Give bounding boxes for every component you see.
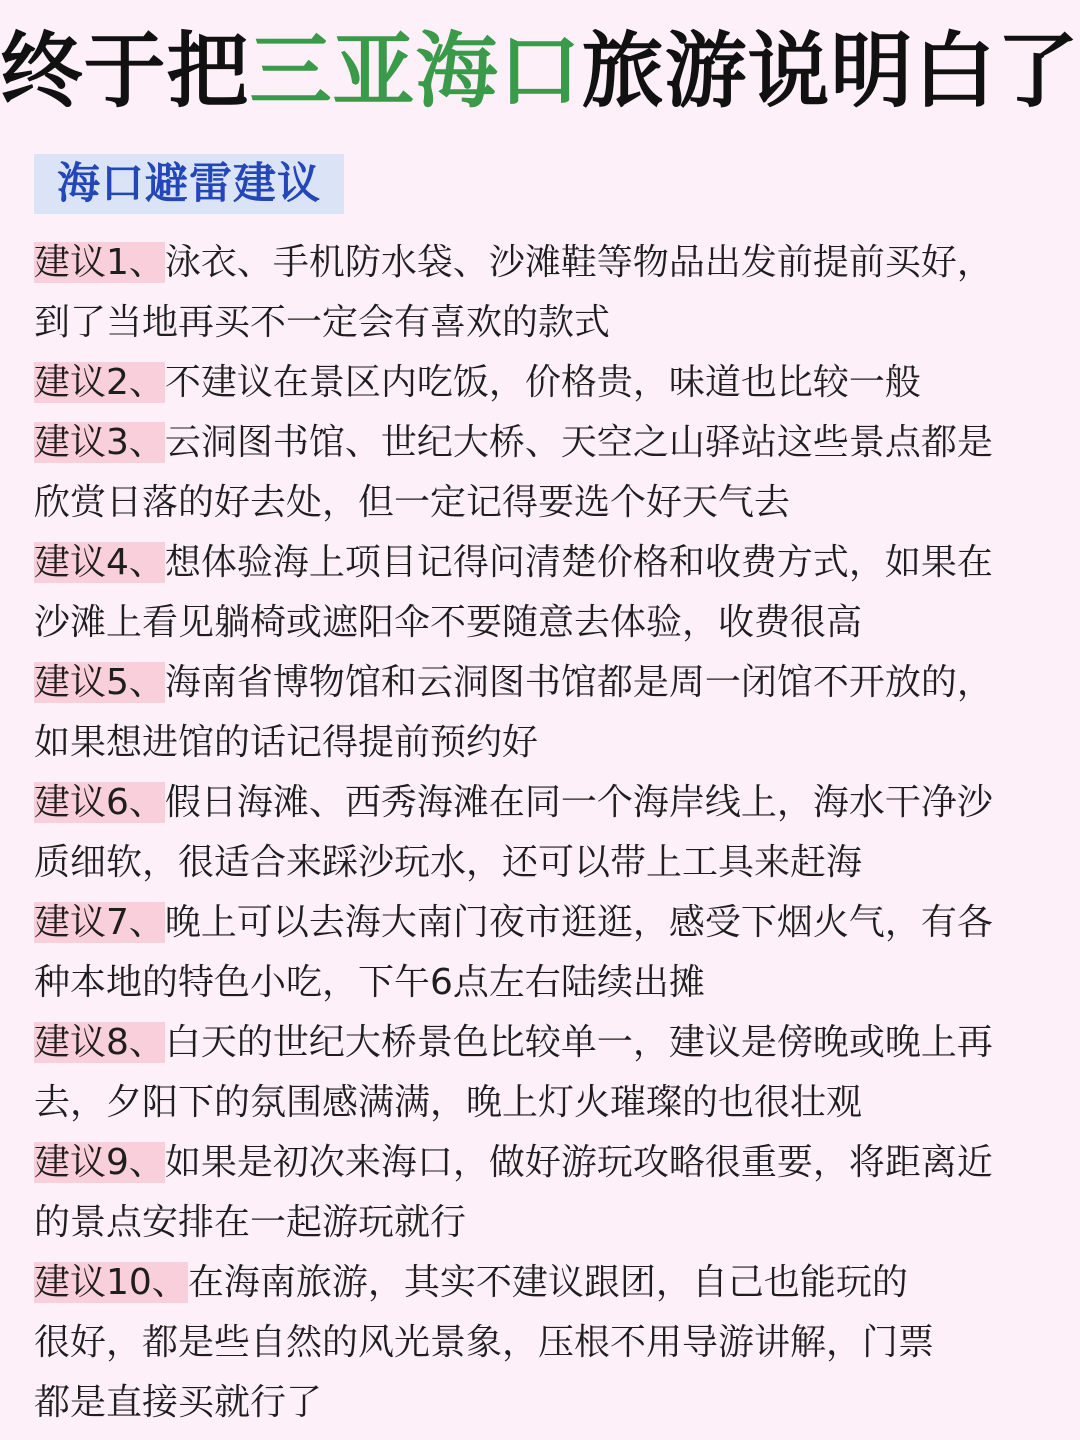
title-suffix: 旅游说明白了 [581,24,1080,119]
tip-text: 想体验海上项目记得问清楚价格和收费方式，如果在 沙滩上看见躺椅或遮阳伞不要随意去体验，收费很高 [34,542,993,643]
tip-text: 海南省博物馆和云洞图书馆都是周一闭馆不开放的， 如果想进馆的话记得提前预约好 [34,662,993,763]
tip-label: 建议7、 [34,902,165,943]
tips-list [34,233,1044,1433]
tip-label: 建议1、 [34,242,165,283]
tip-label: 建议4、 [34,542,165,583]
tip-text: 在海南旅游，其实不建议跟团，自己也能玩的 很好，都是些自然的风光景象，压根不用导游讲解，门票 都是直接买就行了 [34,1262,935,1423]
tip-text: 泳衣、手机防水袋、沙滩鞋等物品出发前提前买好， 到了当地再买不一定会有喜欢的款式 [34,242,993,343]
tip-item-7 [34,893,1044,1013]
tip-label: 建议5、 [34,662,165,703]
title-highlight: 三亚海口 [249,24,582,119]
tip-item-6 [34,773,1044,893]
tip-label: 建议9、 [34,1142,165,1183]
tip-item-3 [34,413,1044,533]
tip-label: 建议2、 [34,362,165,403]
tip-text: 如果是初次来海口，做好游玩攻略很重要，将距离近 的景点安排在一起游玩就行 [34,1142,993,1243]
page-title [0,22,1080,122]
section-heading: 海口避雷建议 [34,154,344,214]
tip-item-5 [34,653,1044,773]
title-prefix: 终于把 [0,24,250,119]
tip-text: 晚上可以去海大南门夜市逛逛，感受下烟火气，有各 种本地的特色小吃，下午6点左右陆续出摊 [34,902,993,1003]
tip-label: 建议6、 [34,782,165,823]
tip-text: 白天的世纪大桥景色比较单一，建议是傍晚或晚上再 去，夕阳下的氛围感满满，晚上灯火璀璨的也很壮观 [34,1022,993,1123]
tip-text: 假日海滩、西秀海滩在同一个海岸线上，海水干净沙 质细软，很适合来踩沙玩水，还可以带上工具来赶海 [34,782,993,883]
tip-item-1 [34,233,1044,353]
tip-text: 云洞图书馆、世纪大桥、天空之山驿站这些景点都是 欣赏日落的好去处，但一定记得要选个好天气去 [34,422,993,523]
tip-item-10 [34,1253,1044,1433]
tip-item-8 [34,1013,1044,1133]
tip-text: 不建议在景区内吃饭，价格贵，味道也比较一般 [164,362,921,403]
tip-item-4 [34,533,1044,653]
tip-label: 建议3、 [34,422,165,463]
tip-item-2 [34,353,1044,413]
tip-label: 建议10、 [34,1262,188,1303]
tip-label: 建议8、 [34,1022,165,1063]
tip-item-9 [34,1133,1044,1253]
